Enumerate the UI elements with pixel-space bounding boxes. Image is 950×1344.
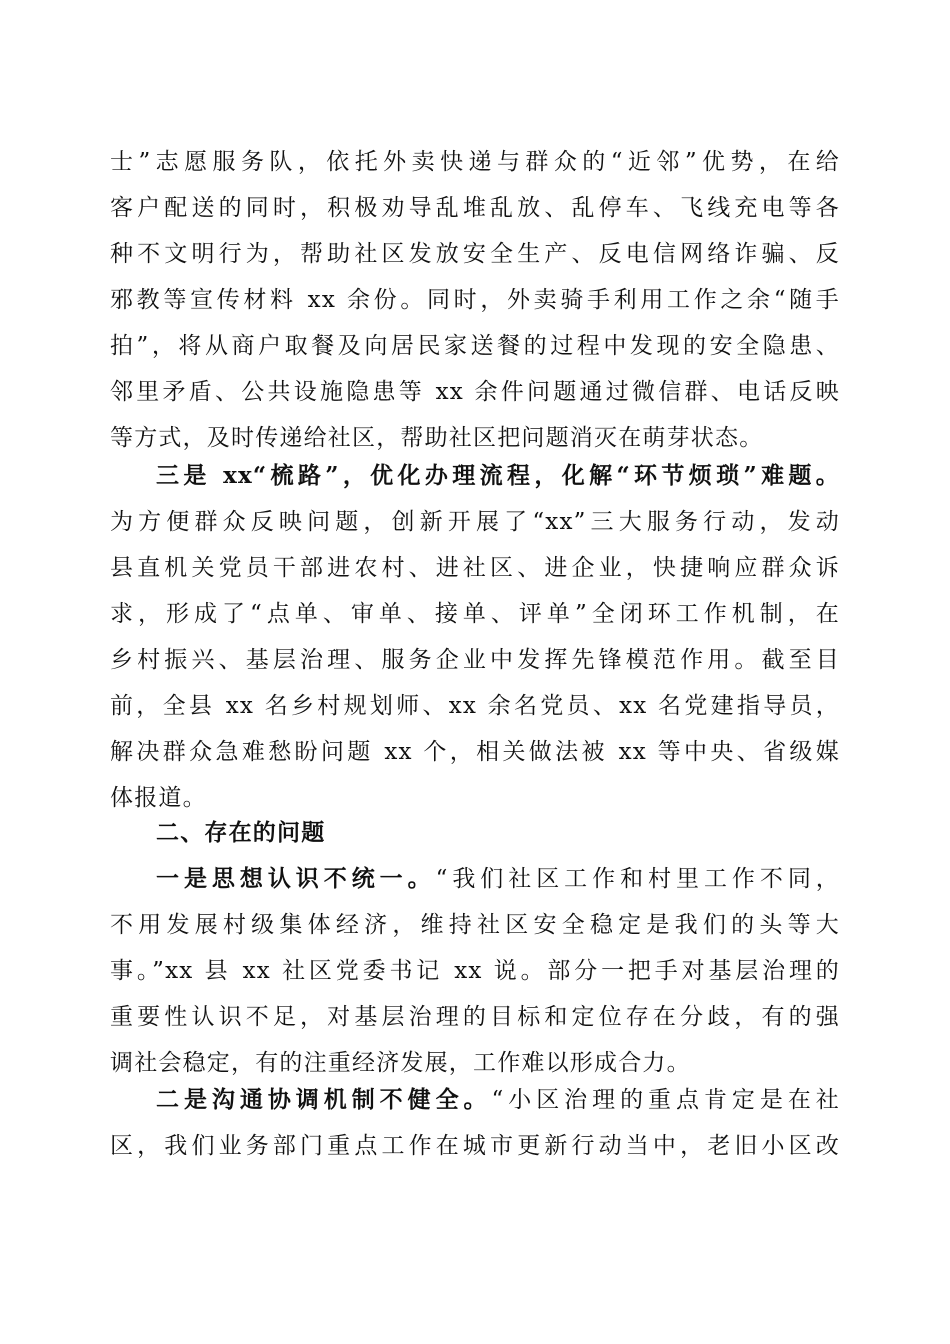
paragraph-line: 拍”，将从商户取餐及向居民家送餐的过程中发现的安全隐患、 — [110, 333, 840, 359]
paragraph-4 — [110, 1077, 840, 1169]
paragraph-line: 种不文明行为，帮助社区发放安全生产、反电信网络诈骗、反 — [110, 241, 840, 267]
paragraph-3 — [110, 856, 840, 1086]
paragraph-line: 事。”xx 县 xx 社区党委书记 xx 说。部分一把手对基层治理的 — [110, 958, 840, 984]
paragraph-line: 客户配送的同时，积极劝导乱堆乱放、乱停车、飞线充电等各 — [110, 195, 840, 221]
paragraph-line: 不用发展村级集体经济，维持社区安全稳定是我们的头等大 — [110, 912, 840, 938]
paragraph-line: 体报道。 — [110, 785, 207, 811]
paragraph-line: 邪教等宣传材料 xx 余份。同时，外卖骑手利用工作之余“随手 — [110, 287, 840, 313]
paragraph-1 — [110, 139, 840, 461]
paragraph-first-line — [110, 1077, 840, 1123]
paragraph-first-line — [110, 856, 840, 902]
paragraph-line: 等方式，及时传递给社区，帮助社区把问题消灭在萌芽状态。 — [110, 425, 764, 451]
paragraph-line: 为方便群众反映问题，创新开展了“xx”三大服务行动，发动 — [110, 509, 840, 535]
paragraph-lead-sentence: 三是 xx“梳路”，优化办理流程，化解“环节烦琐”难题。 — [156, 462, 840, 489]
paragraph-line: 县直机关党员干部进农村、进社区、进企业，快捷响应群众诉 — [110, 555, 840, 581]
paragraph-first-line-rest: “小区治理的重点肯定是在社 — [491, 1087, 841, 1113]
paragraph-line: 解决群众急难愁盼问题 xx 个，相关做法被 xx 等中央、省级媒 — [110, 739, 840, 765]
paragraph-lead-sentence: 一是思想认识不统一。 — [156, 865, 436, 892]
paragraph-line: 求，形成了“点单、审单、接单、评单”全闭环工作机制，在 — [110, 601, 840, 627]
paragraph-line: 区，我们业务部门重点工作在城市更新行动当中，老旧小区改 — [110, 1133, 840, 1159]
paragraph-first-line-rest: “我们社区工作和村里工作不同， — [435, 866, 841, 892]
paragraph-lead-sentence: 二是沟通协调机制不健全。 — [156, 1086, 492, 1113]
paragraph-line: 前，全县 xx 名乡村规划师、xx 余名党员、xx 名党建指导员， — [110, 693, 840, 719]
paragraph-2 — [110, 453, 840, 821]
paragraph-line: 重要性认识不足，对基层治理的目标和定位存在分歧，有的强 — [110, 1004, 840, 1030]
section-heading-block — [110, 810, 840, 856]
paragraph-line: 邻里矛盾、公共设施隐患等 xx 余件问题通过微信群、电话反映 — [110, 379, 840, 405]
paragraph-line: 士”志愿服务队，依托外卖快递与群众的“近邻”优势，在给 — [110, 149, 840, 175]
paragraph-line: 调社会稳定，有的注重经济发展，工作难以形成合力。 — [110, 1050, 691, 1076]
paragraph-line: 乡村振兴、基层治理、服务企业中发挥先锋模范作用。截至目 — [110, 647, 840, 673]
section-heading: 二、存在的问题 — [156, 820, 326, 846]
